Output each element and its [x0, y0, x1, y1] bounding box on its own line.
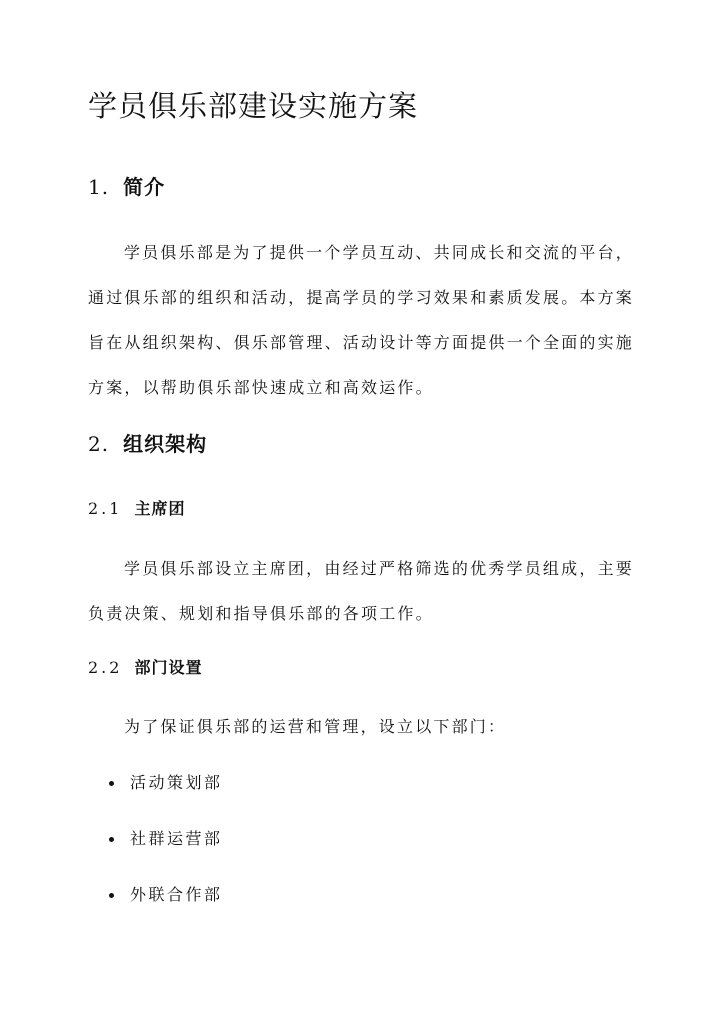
list-item	[88, 821, 223, 877]
section-heading-organization	[88, 429, 207, 459]
section-number: 2.	[88, 432, 110, 456]
list-item	[88, 877, 223, 933]
section-heading-intro	[88, 172, 165, 202]
intro-paragraph: 学员俱乐部是为了提供一个学员互动、共同成长和交流的平台，通过俱乐部的组织和活动，提高学员的学习效果和素质发展。本方案旨在从组织架构、俱乐部管理、活动设计等方面提供一个全面的实施方案，以帮助俱乐部快速成立和高效运作。	[88, 243, 635, 397]
section-title: 简介	[123, 175, 166, 199]
list-item-label: 社群运营部	[130, 829, 223, 848]
bullet-icon	[109, 837, 114, 842]
presidium-paragraph: 学员俱乐部设立主席团，由经过严格筛选的优秀学员组成，主要负责决策、规划和指导俱乐部的各项工作。	[88, 559, 634, 623]
list-item-label: 活动策划部	[130, 773, 223, 792]
bullet-icon	[109, 781, 114, 786]
list-item-label: 外联合作部	[130, 885, 223, 904]
departments-paragraph: 为了保证俱乐部的运营和管理，设立以下部门：	[124, 717, 507, 736]
subsection-title: 主席团	[134, 499, 186, 518]
subsection-heading-departments	[88, 656, 202, 680]
section-title: 组织架构	[123, 432, 208, 456]
subsection-number: 2.2	[88, 658, 123, 677]
bullet-icon	[109, 893, 114, 898]
subsection-heading-presidium	[88, 497, 185, 521]
subsection-title: 部门设置	[134, 658, 203, 677]
department-list	[88, 765, 223, 933]
section-number: 1.	[88, 175, 110, 199]
document-title: 学员俱乐部建设实施方案	[88, 89, 419, 123]
list-item	[88, 765, 223, 821]
subsection-number: 2.1	[88, 499, 123, 518]
